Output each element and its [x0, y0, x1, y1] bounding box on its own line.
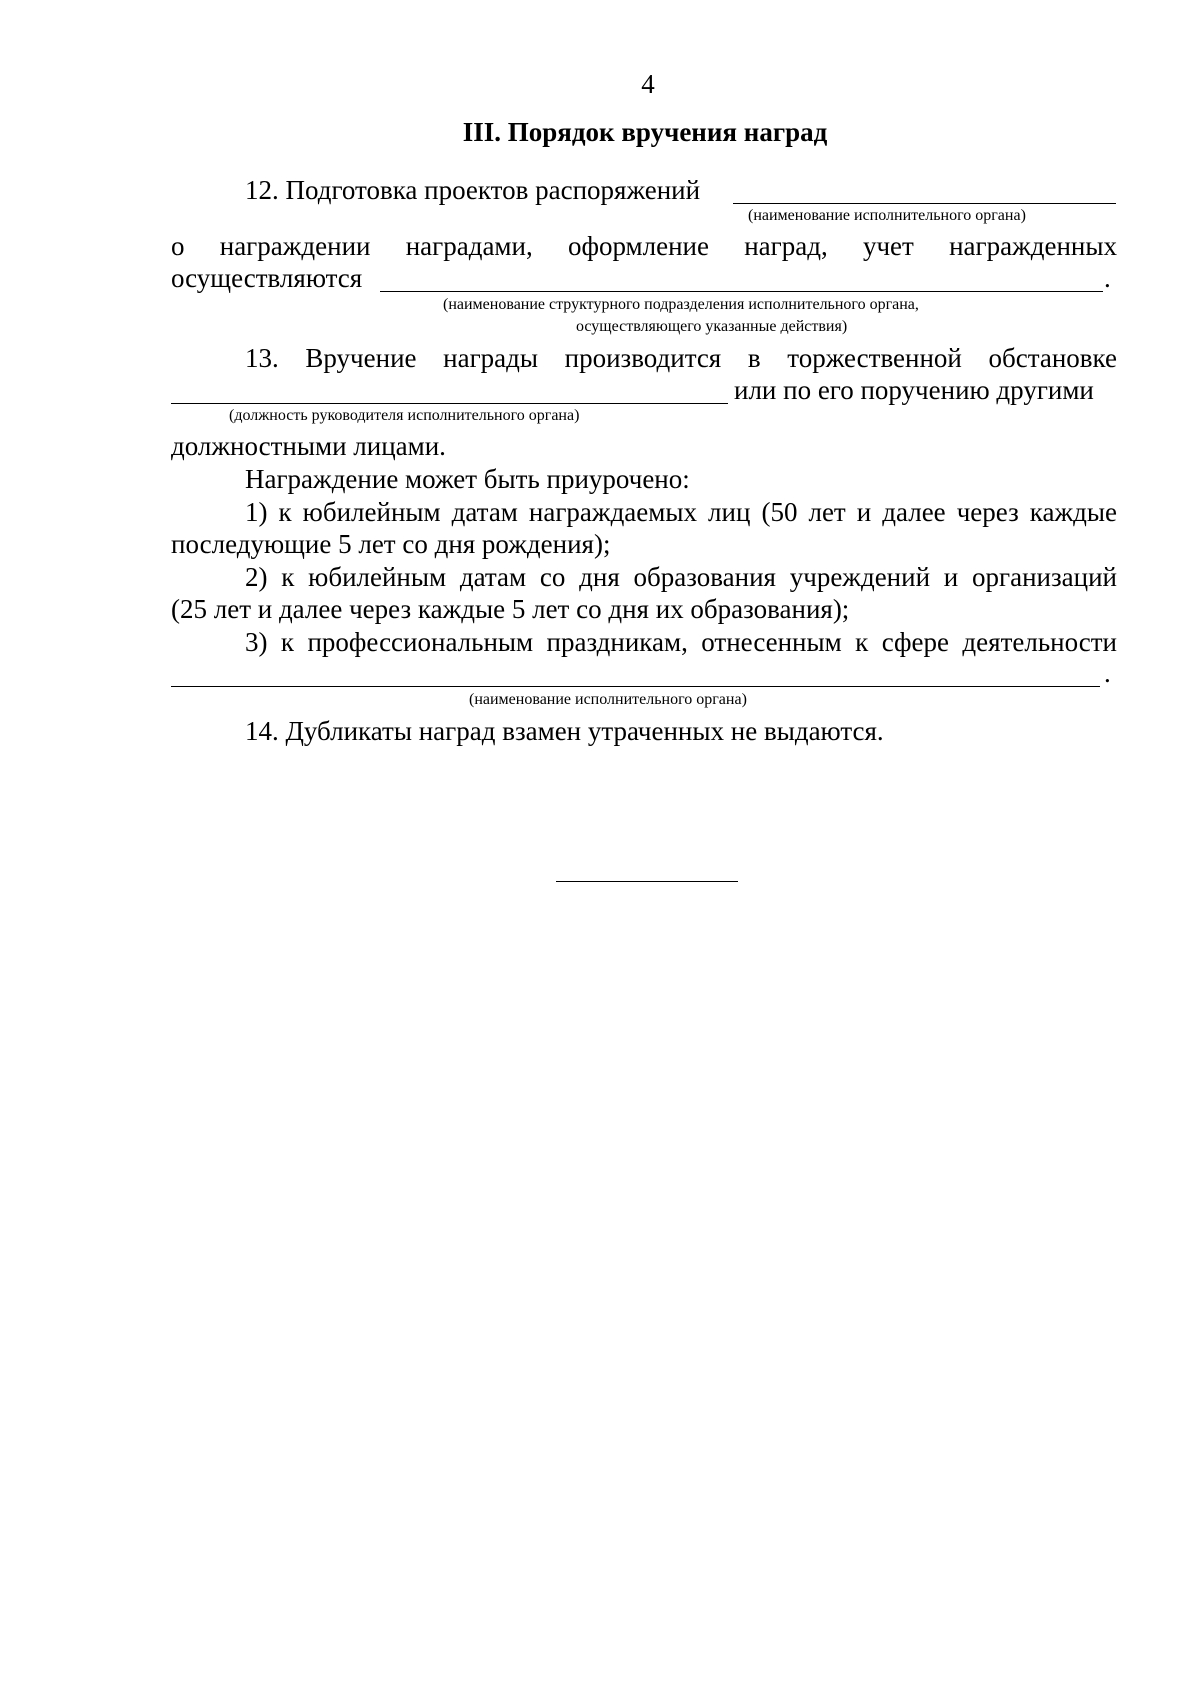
p12-hint-subdivision-1: (наименование структурного подразделения исполнительного органа,: [443, 296, 919, 313]
p13-blank-head: [171, 403, 728, 404]
timing-item3-blank: [171, 686, 1100, 687]
p13-hint-head: (должность руководителя исполнительного органа): [229, 407, 580, 424]
p12-line3-end: .: [1104, 263, 1111, 293]
section-title: III. Порядок вручения наград: [462, 117, 828, 147]
closing-rule: [556, 881, 738, 882]
p12-blank-subdivision: [380, 291, 1103, 292]
p12-line3-start: осуществляются: [171, 263, 363, 293]
timing-item2-line2: (25 лет и далее через каждые 5 лет со дня их образования);: [171, 594, 850, 624]
p13-line2-end: или по его поручению другими: [734, 375, 1094, 405]
timing-item2-line1: 2) к юбилейным датам со дня образования учреждений и организаций: [245, 562, 1117, 592]
p12-line2: о награждении наградами, оформление наград, учет награжденных: [171, 231, 1117, 261]
p14: 14. Дубликаты наград взамен утраченных не выдаются.: [245, 716, 884, 746]
timing-item3-end: .: [1104, 658, 1111, 688]
p12-hint-subdivision-2: осуществляющего указанные действия): [576, 318, 848, 335]
timing-item3-line1: 3) к профессиональным праздникам, отнесенным к сфере деятельности: [245, 627, 1117, 657]
p12-hint-organ: (наименование исполнительного органа): [748, 207, 1026, 224]
p12-blank-organ: [733, 203, 1116, 204]
p13-line3: должностными лицами.: [171, 431, 446, 461]
timing-intro: Награждение может быть приурочено:: [245, 464, 690, 494]
timing-item1-line1: 1) к юбилейным датам награждаемых лиц (50 лет и далее через каждые: [245, 497, 1117, 527]
p12-line1: 12. Подготовка проектов распоряжений: [245, 175, 701, 205]
timing-item3-hint: (наименование исполнительного органа): [469, 691, 747, 708]
p13-line1: 13. Вручение награды производится в торжественной обстановке: [245, 343, 1117, 373]
timing-item1-line2: последующие 5 лет со дня рождения);: [171, 529, 611, 559]
page-number: 4: [641, 69, 655, 99]
